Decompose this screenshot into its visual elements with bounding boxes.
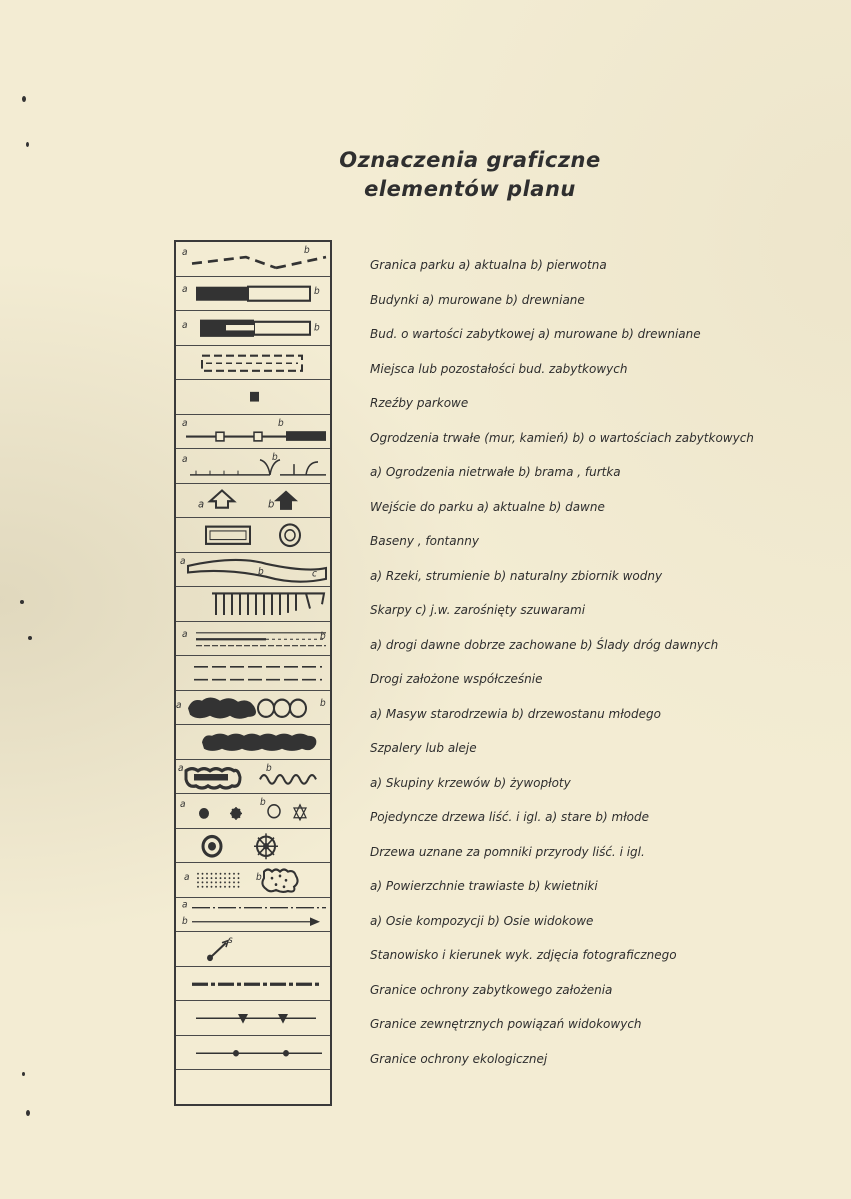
svg-text:a: a: [180, 554, 186, 567]
scan-speck: [26, 1110, 30, 1116]
legend-symbol-cell: [176, 1070, 330, 1105]
legend-description: Szpalery lub aleje: [370, 741, 477, 755]
rivers-symbol-icon: [176, 553, 330, 588]
legend-description: Granice ochrony zabytkowego założenia: [370, 982, 613, 997]
legend-symbol-cell: [176, 691, 330, 726]
svg-text:b: b: [314, 322, 320, 334]
legend-symbol-cell: [176, 794, 330, 829]
legend-symbol-cell: [176, 1001, 330, 1036]
svg-text:a: a: [182, 628, 188, 640]
scan-speck: [26, 142, 29, 147]
svg-text:b: b: [266, 761, 272, 774]
legend-symbol-cell: [176, 1036, 330, 1071]
legend-description: Rzeźby parkowe: [370, 396, 469, 410]
scan-speck: [20, 600, 24, 604]
fence-temporary-symbol-icon: [176, 449, 330, 484]
svg-text:a: a: [182, 319, 188, 332]
legend-description: a) Ogrodzenia nietrwałe b) brama , furtka: [370, 465, 621, 479]
legend-description: Granice zewnętrznych powiązań widokowych: [370, 1017, 642, 1031]
svg-text:b: b: [256, 871, 262, 884]
svg-text:b: b: [260, 796, 266, 808]
boundary-dashed-symbol-icon: [176, 242, 330, 277]
new-roads-symbol-icon: [176, 656, 330, 691]
svg-text:a: a: [184, 871, 190, 884]
legend-symbol-cell: [176, 725, 330, 760]
single-trees-symbol-icon: [176, 794, 330, 829]
legend-symbol-cell: [176, 484, 330, 519]
legend-description: a) Rzeki, strumienie b) naturalny zbiornik wodny: [370, 568, 663, 583]
legend-description: Stanowisko i kierunek wyk. zdjęcia fotograficznego: [370, 948, 677, 962]
legend-description: Wejście do parku a) aktualne b) dawne: [370, 499, 605, 514]
svg-text:a: a: [182, 416, 188, 429]
svg-text:b: b: [258, 565, 264, 578]
svg-text:c: c: [312, 567, 317, 580]
svg-text:s: s: [228, 934, 233, 946]
svg-text:a: a: [178, 761, 184, 774]
legend-symbol-cell: [176, 277, 330, 312]
legend-symbol-cell: [176, 760, 330, 795]
legend-symbol-cell: [176, 829, 330, 864]
fence-permanent-symbol-icon: [176, 415, 330, 450]
photo-station-symbol-icon: [176, 932, 330, 967]
legend-symbol-cell: [176, 242, 330, 277]
legend-symbol-cell: [176, 415, 330, 450]
svg-text:b: b: [314, 285, 320, 297]
svg-text:a: a: [180, 798, 186, 811]
legend-description: Skarpy c) j.w. zarośnięty szuwarami: [370, 603, 586, 617]
legend-description: a) Osie kompozycji b) Osie widokowe: [370, 913, 594, 928]
svg-text:b: b: [268, 497, 275, 511]
tree-stands-symbol-icon: [176, 691, 330, 726]
legend-description: Pojedyncze drzewa liść. i igl. a) stare b) młode: [370, 810, 650, 824]
legend-description: Granice ochrony ekologicznej: [370, 1051, 548, 1066]
view-boundary-symbol-icon: [176, 1001, 330, 1036]
legend-description: a) Masyw starodrzewia b) drzewostanu młodego: [370, 706, 661, 721]
natural-monuments-symbol-icon: [176, 829, 330, 864]
legend-description: Drzewa uznane za pomniki przyrody liść. i igl.: [370, 844, 645, 859]
legend-symbol-cell: [176, 380, 330, 415]
grass-surfaces-symbol-icon: [176, 863, 330, 898]
svg-text:a: a: [198, 497, 205, 511]
svg-text:b: b: [278, 416, 284, 429]
legend-symbol-cell: [176, 863, 330, 898]
park-entrance-symbol-icon: [176, 484, 330, 519]
legend-symbol-cell: [176, 622, 330, 657]
empty-symbol-icon: [176, 1070, 330, 1105]
legend-description: Ogrodzenia trwałe (mur, kamień) b) o wartościach zabytkowych: [370, 430, 754, 445]
svg-text:b: b: [272, 451, 278, 463]
svg-text:a: a: [182, 898, 188, 911]
building-remains-symbol-icon: [176, 346, 330, 381]
legend-symbol-cell: [176, 449, 330, 484]
axes-symbol-icon: [176, 898, 330, 933]
svg-text:b: b: [182, 915, 188, 927]
scan-speck: [28, 636, 32, 640]
legend-symbol-cell: [176, 311, 330, 346]
scan-speck: [22, 96, 26, 102]
building-historic-symbol-icon: [176, 311, 330, 346]
page-title-line-2: elementów planu: [364, 177, 576, 201]
pools-fountains-symbol-icon: [176, 518, 330, 553]
svg-text:b: b: [320, 697, 326, 709]
legend-description: a) Powierzchnie trawiaste b) kwietniki: [370, 879, 598, 893]
legend-description: Budynki a) murowane b) drewniane: [370, 292, 585, 307]
shrub-groups-symbol-icon: [176, 760, 330, 795]
svg-text:a: a: [182, 246, 188, 259]
svg-text:a: a: [182, 283, 188, 295]
legend-symbol-cell: [176, 587, 330, 622]
svg-text:a: a: [182, 453, 188, 466]
legend-description: Miejsca lub pozostałości bud. zabytkowych: [370, 361, 628, 376]
legend-symbol-cell: [176, 967, 330, 1002]
svg-text:b: b: [304, 244, 310, 256]
legend-symbol-cell: [176, 518, 330, 553]
legend-symbol-cell: [176, 656, 330, 691]
legend-description: Baseny , fontanny: [370, 534, 479, 548]
tree-rows-symbol-icon: [176, 725, 330, 760]
escarpment-symbol-icon: [176, 587, 330, 622]
building-outline-symbol-icon: [176, 277, 330, 312]
eco-boundary-symbol-icon: [176, 1036, 330, 1071]
legend-description: Bud. o wartości zabytkowej a) murowane b) drewniane: [370, 327, 701, 341]
svg-text:a: a: [176, 699, 182, 711]
old-roads-symbol-icon: [176, 622, 330, 657]
legend-symbol-cell: [176, 346, 330, 381]
legend-description: a) Skupiny krzewów b) żywopłoty: [370, 775, 571, 790]
legend-symbol-cell: [176, 932, 330, 967]
legend-symbol-cell: [176, 553, 330, 588]
page-title-line-1: Oznaczenia graficzne: [339, 148, 601, 172]
svg-text:b: b: [320, 630, 326, 642]
legend-description: a) drogi dawne dobrze zachowane b) Ślady dróg dawnych: [370, 637, 719, 652]
scan-speck: [22, 1072, 25, 1076]
legend-description: Drogi założone współcześnie: [370, 672, 543, 686]
legend-symbol-table: [174, 240, 332, 1106]
legend-symbol-cell: [176, 898, 330, 933]
legend-description: Granica parku a) aktualna b) pierwotna: [370, 258, 607, 272]
sculpture-symbol-icon: [176, 380, 330, 415]
heritage-boundary-symbol-icon: [176, 967, 330, 1002]
